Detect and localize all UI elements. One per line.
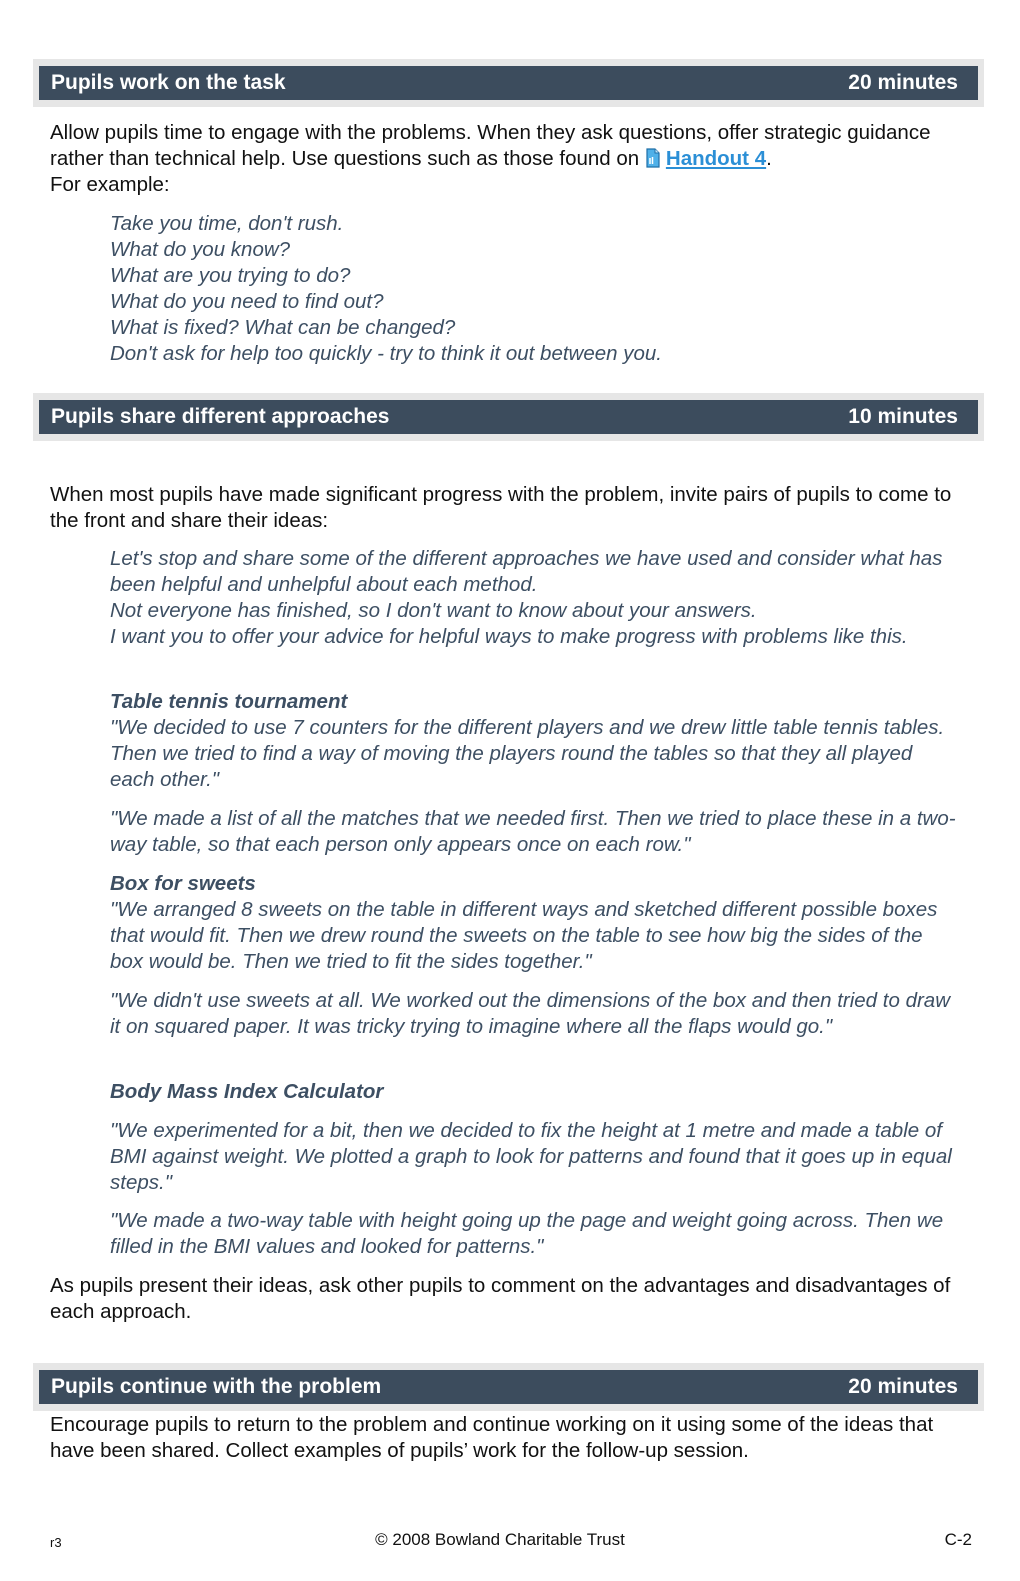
approach-quote: "We decided to use 7 counters for the different players and we drew little table tennis tables. Then we tried to find a way of moving the players round the tables so that they all played each other." [110,716,945,791]
question-item: What do you need to find out? [110,290,384,313]
footer-copyright: © 2008 Bowland Charitable Trust [375,1530,625,1549]
handout-4-link[interactable]: Handout 4 [665,147,767,170]
prompt-item: Let's stop and share some of the different approaches we have used and consider what has been helpful and unhelpful about each method. [110,547,943,596]
section-title: Pupils work on the task [51,71,286,94]
work-intro [50,120,970,198]
for-example-text: For example: [50,173,170,196]
approach-quote: "We made a list of all the matches that we needed first. Then we tried to place these in a two-way table, so that each person only appears once on each row." [110,807,956,856]
approach-heading: Body Mass Index Calculator [110,1080,384,1103]
approach-table-tennis [110,689,960,793]
section-header-continue [33,1363,984,1411]
document-icon [645,148,660,168]
question-item: What are you trying to do? [110,264,351,287]
approach-quote-block [110,988,960,1040]
section-header-bar [39,66,978,100]
share-outro: As pupils present their ideas, ask other pupils to comment on the advantages and disadvantages of each approach. [50,1274,951,1323]
section-title: Pupils share different approaches [51,405,390,428]
prompt-item: I want you to offer your advice for helpful ways to make progress with problems like this. [110,625,908,648]
approach-quote: "We experimented for a bit, then we decided to fix the height at 1 metre and made a table of BMI against weight. We plotted a graph to look for patterns and found that it goes up in equal steps." [110,1119,952,1194]
question-item: What is fixed? What can be changed? [110,316,456,339]
section-header-bar [39,400,978,434]
continue-text: Encourage pupils to return to the problem and continue working on it using some of the ideas that have been shared. Collect examples of pupils’ work for the follow-up session. [50,1413,934,1462]
section-duration: 20 minutes [848,71,958,94]
question-item: Take you time, don't rush. [110,212,344,235]
question-item: What do you know? [110,238,291,261]
approach-heading: Table tennis tournament [110,690,348,713]
section-duration: 20 minutes [848,1375,958,1398]
approach-quote: "We made a two-way table with height going up the page and weight going across. Then we filled in the BMI values and looked for patterns." [110,1209,944,1258]
footer-page-number: C-2 [944,1530,972,1549]
approach-quote: "We arranged 8 sweets on the table in different ways and sketched different possible boxes that would fit. Then we drew round the sweets on the table to see how big the sides of the box would be. Then we tried to fit the sides together." [110,898,938,973]
footer-revision: r3 [50,1535,62,1550]
section-duration: 10 minutes [848,405,958,428]
work-intro-text: Allow pupils time to engage with the problems. When they ask questions, offer strategic guidance rather than technical help. Use questions such as those found on [50,121,931,170]
section-title: Pupils continue with the problem [51,1375,382,1398]
section-header-share [33,393,984,441]
approach-quote: "We didn't use sweets at all. We worked out the dimensions of the box and then tried to draw it on squared paper. It was tricky trying to imagine where all the flaps would go." [110,989,951,1038]
approach-quote-block [110,1208,960,1260]
prompt-item: Not everyone has finished, so I don't want to know about your answers. [110,599,757,622]
question-item: Don't ask for help too quickly - try to think it out between you. [110,342,662,365]
section-header-work [33,59,984,107]
period: . [766,147,772,170]
share-intro: When most pupils have made significant progress with the problem, invite pairs of pupils to come to the front and share their ideas: [50,483,952,532]
approach-heading: Box for sweets [110,872,256,895]
question-list [110,211,960,367]
approach-quote-block [110,806,960,858]
section-header-bar [39,1370,978,1404]
approach-quote-block [110,1118,960,1196]
approach-box-sweets [110,871,960,975]
teacher-prompts [110,546,960,650]
approach-bmi [110,1079,960,1105]
